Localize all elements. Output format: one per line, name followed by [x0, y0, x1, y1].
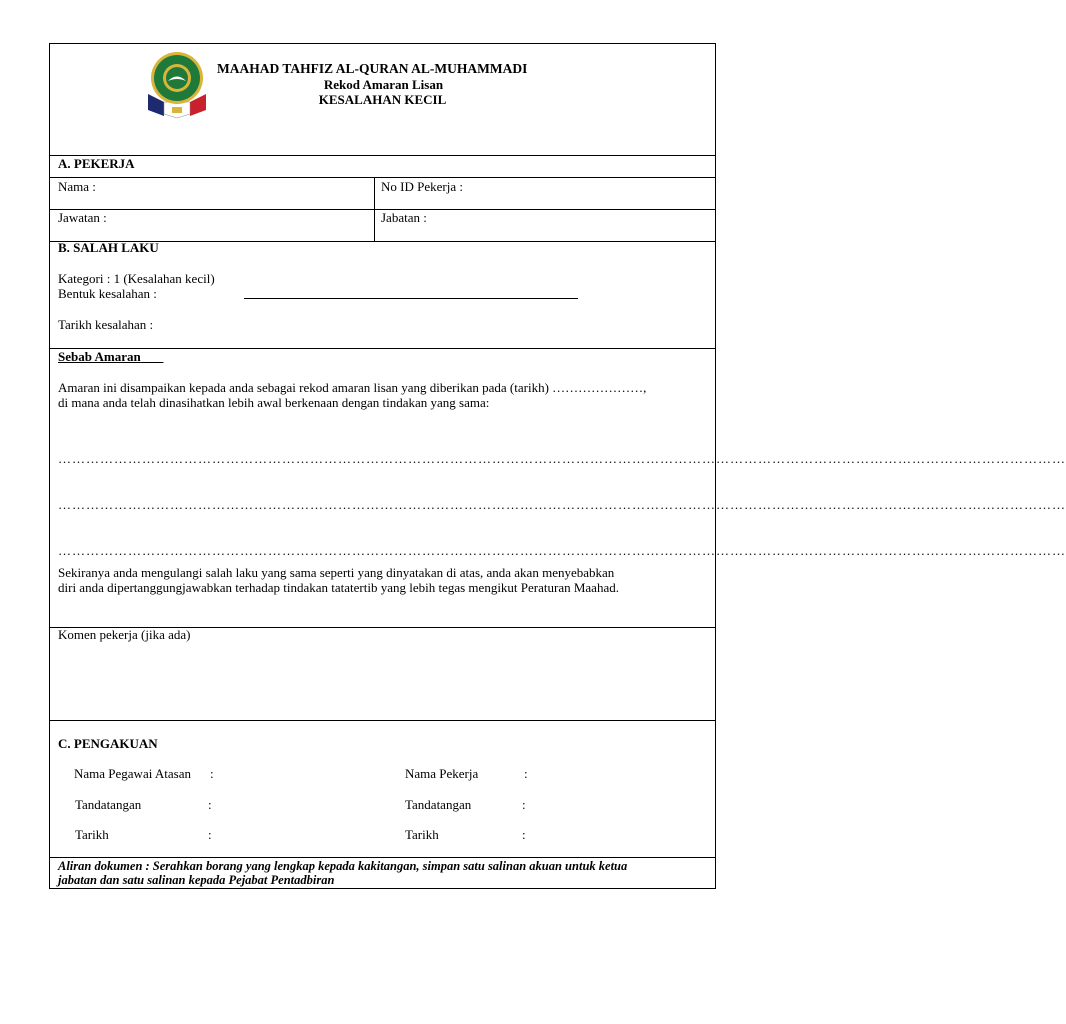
dotted-line-2: ……………………………………………………………………………………………………………………………………………………………………………………………… — [58, 497, 1066, 512]
section-b-title: B. SALAH LAKU — [58, 240, 159, 255]
warning-form — [49, 43, 1066, 889]
footer-line-1: Aliran dokumen : Serahkan borang yang lengkap kepada kakitangan, simpan satu salinan akuan untuk ketua — [58, 859, 628, 873]
pegawai-label: Nama Pegawai Atasan — [74, 766, 191, 781]
bentuk-kesalahan-label: Bentuk kesalahan : — [58, 286, 157, 301]
form-subtitle: KESALAHAN KECIL — [318, 92, 447, 107]
dotted-line-1: ……………………………………………………………………………………………………………………………………………………………………………………………… — [58, 451, 1066, 466]
form-title: Rekod Amaran Lisan — [323, 77, 444, 92]
footer-line-2: jabatan dan satu salinan kepada Pejabat Pentadbiran — [58, 873, 335, 887]
sebab-amaran-title: Sebab Amaran — [58, 349, 141, 364]
section-c-title: C. PENGAKUAN — [58, 736, 158, 751]
institution-name: MAAHAD TAHFIZ AL-QURAN AL-MUHAMMADI — [217, 61, 528, 76]
jabatan-label: Jabatan : — [381, 210, 427, 225]
section-a-title: A. PEKERJA — [58, 156, 135, 171]
tarikh-kesalahan-label: Tarikh kesalahan : — [58, 317, 154, 332]
pegawai-colon: : — [210, 766, 214, 781]
tandatangan-pegawai-label: Tandatangan — [75, 797, 142, 812]
nama-label: Nama : — [58, 179, 96, 194]
tandatangan-pekerja-colon: : — [522, 797, 526, 812]
warning-line-1: Sekiranya anda mengulangi salah laku yang sama seperti yang dinyatakan di atas, anda akan menyebabkan — [58, 565, 615, 580]
tandatangan-pegawai-colon: : — [208, 797, 212, 812]
pekerja-colon: : — [524, 766, 528, 781]
jawatan-label: Jawatan : — [58, 210, 107, 225]
tarikh-pegawai-colon: : — [208, 827, 212, 842]
kategori-text: Kategori : 1 (Kesalahan kecil) — [58, 271, 215, 286]
bentuk-kesalahan-line — [244, 298, 578, 299]
dotted-line-3: ……………………………………………………………………………………………………………………………………………………………………………………………… — [58, 543, 1066, 558]
sebab-line-2: di mana anda telah dinasihatkan lebih awal berkenaan dengan tindakan yang sama: — [58, 395, 490, 410]
pekerja-label: Nama Pekerja — [405, 766, 479, 781]
no-id-label: No ID Pekerja : — [381, 179, 463, 194]
tarikh-pegawai-label: Tarikh — [75, 827, 109, 842]
sebab-line-1: Amaran ini disampaikan kepada anda sebagai rekod amaran lisan yang diberikan pada (tarikh) …………………, — [58, 380, 647, 395]
tarikh-pekerja-colon: : — [522, 827, 526, 842]
komen-label: Komen pekerja (jika ada) — [58, 627, 191, 642]
warning-line-2: diri anda dipertanggungjawabkan terhadap tindakan tatatertib yang lebih tegas mengikut Peraturan Maahad. — [58, 580, 619, 595]
tandatangan-pekerja-label: Tandatangan — [405, 797, 472, 812]
tarikh-pekerja-label: Tarikh — [405, 827, 439, 842]
